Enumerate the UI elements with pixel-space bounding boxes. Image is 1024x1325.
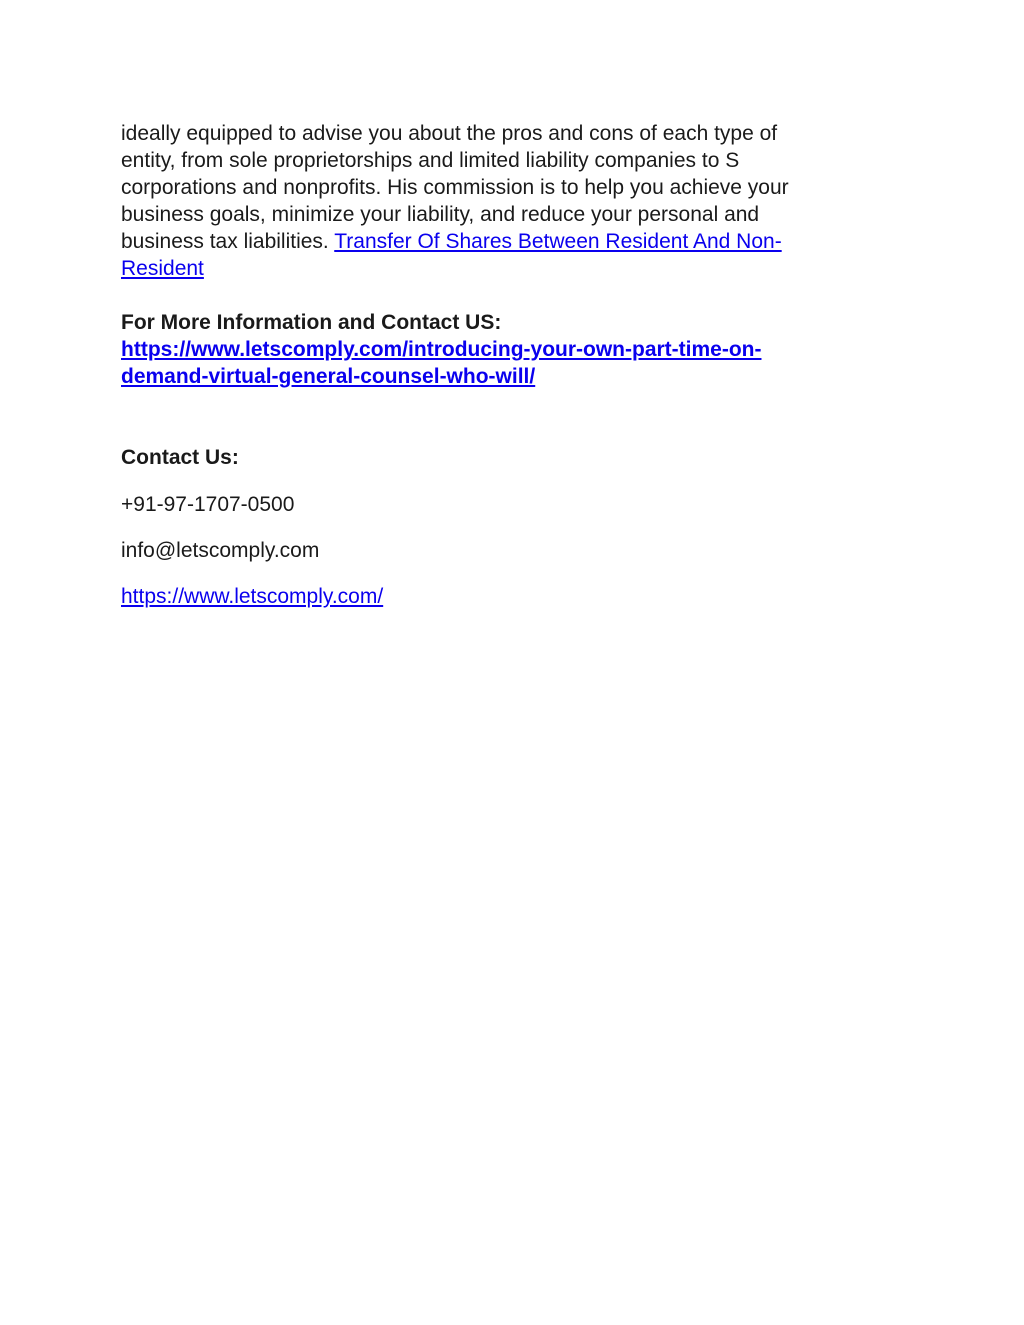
paragraph-line: entity, from sole proprietorships and limited liability companies to S <box>121 149 740 172</box>
paragraph-line: business tax liabilities. <box>121 230 335 253</box>
contact-email: info@letscomply.com <box>121 539 320 562</box>
body-paragraph <box>121 120 881 282</box>
paragraph-line: corporations and nonprofits. His commission is to help you achieve your <box>121 176 789 199</box>
more-info-url-line <box>121 336 881 363</box>
transfer-of-shares-link-continued[interactable]: Resident <box>121 257 204 280</box>
paragraph-line: ideally equipped to advise you about the pros and cons of each type of <box>121 122 778 145</box>
contact-website-line <box>121 583 881 610</box>
paragraph-line: business goals, minimize your liability, and reduce your personal and <box>121 203 760 226</box>
more-info-heading: For More Information and Contact US: <box>121 311 502 334</box>
more-info-url-link[interactable]: https://www.letscomply.com/introducing-your-own-part-time-on- <box>121 338 762 361</box>
transfer-of-shares-link[interactable]: Transfer Of Shares Between Resident And Non- <box>334 230 782 253</box>
contact-heading: Contact Us: <box>121 446 239 469</box>
paragraph-line-with-link <box>121 228 881 255</box>
contact-website-link[interactable]: https://www.letscomply.com/ <box>121 585 384 608</box>
more-info-url-line <box>121 363 881 390</box>
more-info-url-link-continued[interactable]: demand-virtual-general-counsel-who-will/ <box>121 365 536 388</box>
paragraph-line-with-link <box>121 255 881 282</box>
document-page <box>121 120 881 610</box>
more-info-section <box>121 309 881 390</box>
contact-phone: +91-97-1707-0500 <box>121 493 295 516</box>
